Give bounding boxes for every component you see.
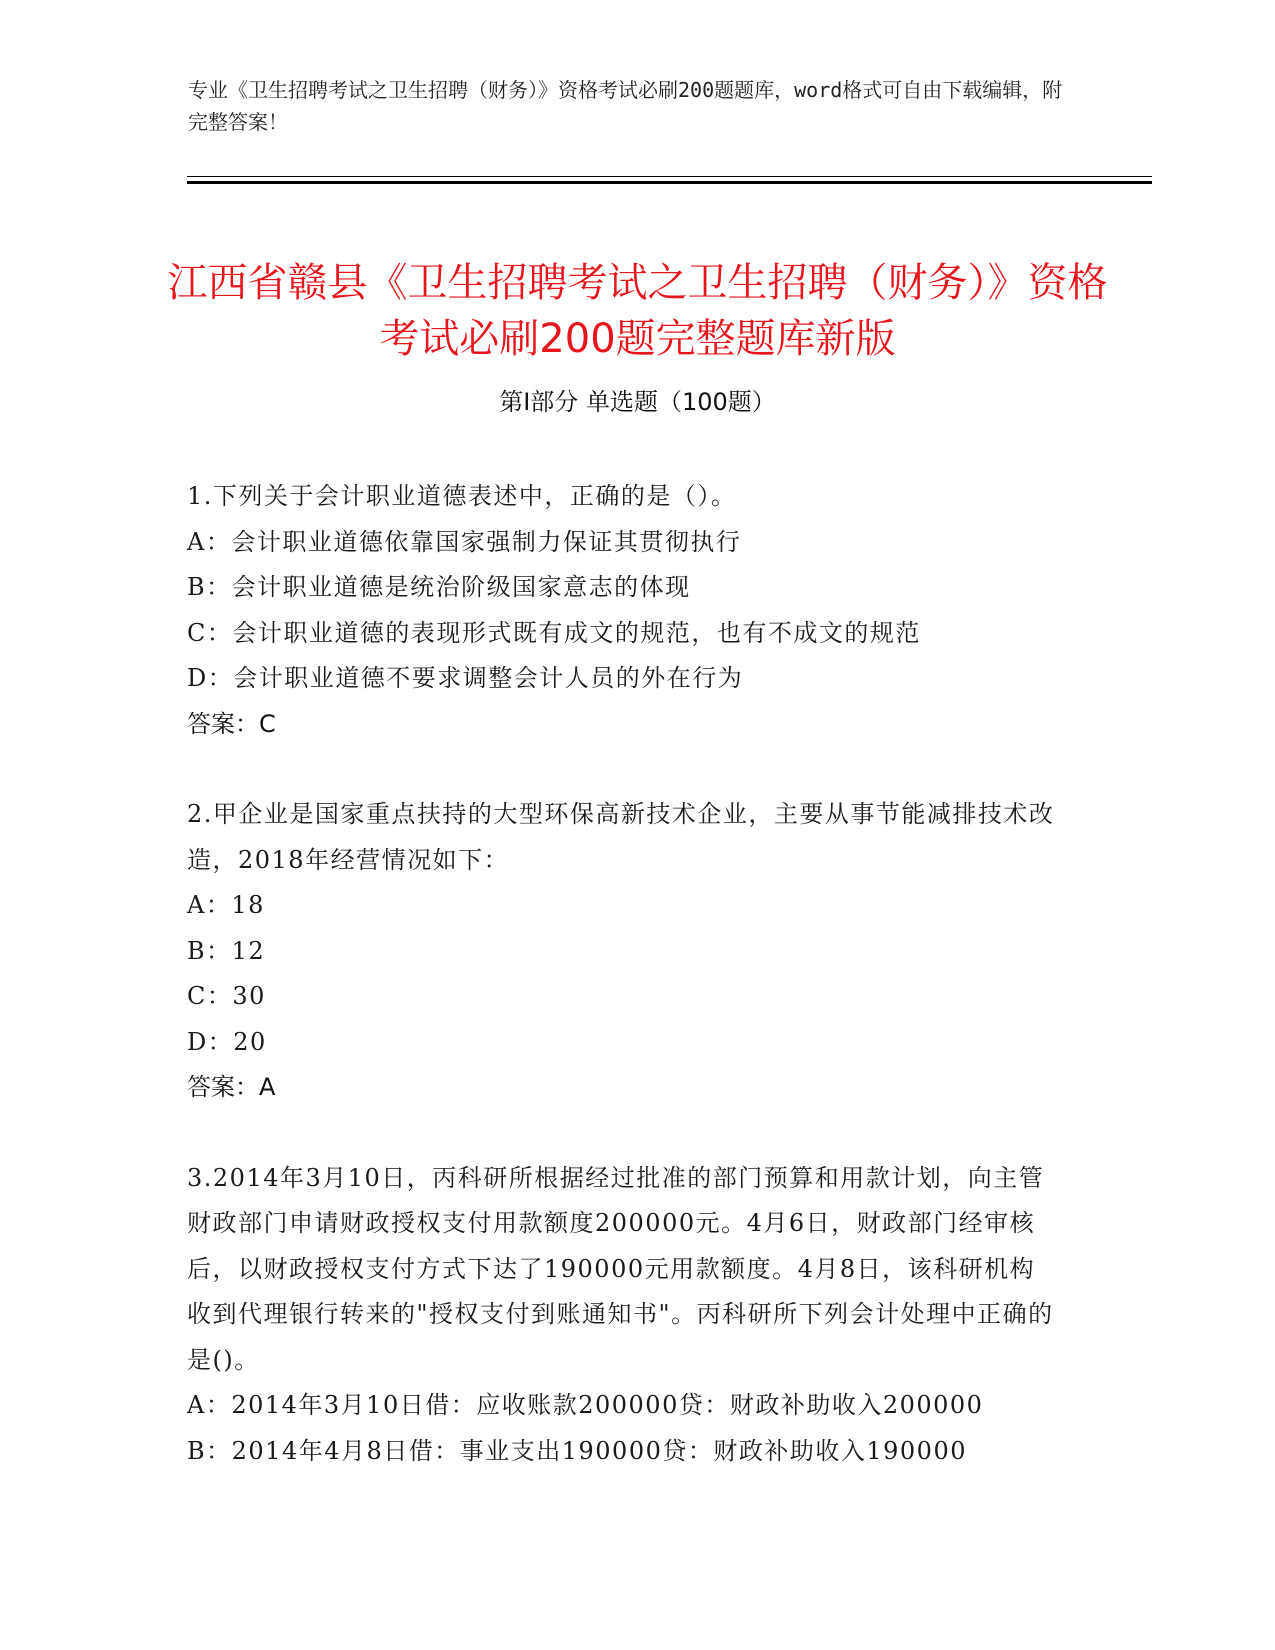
option-a: A：18 [187, 891, 265, 919]
header-divider-thin [187, 176, 1152, 177]
option-b: B：2014年4月8日借：事业支出190000贷：财政补助收入190000 [187, 1436, 967, 1465]
answer: 答案：A [187, 1073, 276, 1101]
option-b: B：12 [187, 936, 266, 965]
option-d: D：20 [187, 1027, 267, 1056]
option-b: B：会计职业道德是统治阶级国家意志的体现 [187, 573, 691, 601]
question-2 [187, 792, 1057, 1111]
question-list [187, 474, 1057, 1519]
question-stem: 2.甲企业是国家重点扶持的大型环保高新技术企业，主要从事节能减排技术改造，2018年经营情况如下： [187, 800, 1055, 874]
question-1 [187, 474, 1057, 747]
header-divider-thick [187, 181, 1152, 184]
option-d: D：会计职业道德不要求调整会计人员的外在行为 [187, 664, 744, 692]
option-c: C：会计职业道德的表现形式既有成文的规范，也有不成文的规范 [187, 618, 921, 647]
answer: 答案：C [187, 709, 276, 738]
question-stem: 1.下列关于会计职业道德表述中，正确的是（）。 [187, 482, 737, 510]
document-title: 江西省赣县《卫生招聘考试之卫生招聘（财务）》资格考试必刷200题完整题库新版 [167, 259, 1108, 362]
question-stem: 3.2014年3月10日，丙科研所根据经过批准的部门预算和用款计划，向主管财政部门申请财政授权支付用款额度200000元。4月6日，财政部门经审核后，以财政授权支付方式下达了190000元用款额度。4月8日，该科研机构收到代理银行转来的"授权支付到账通知书"。丙科研所下列会计处理中正确的是()。 [187, 1163, 1054, 1374]
question-3 [187, 1156, 1057, 1475]
option-a: A：会计职业道德依靠国家强制力保证其贯彻执行 [187, 527, 742, 556]
option-a: A：2014年3月10日借：应收账款200000贷：财政补助收入200000 [187, 1391, 984, 1419]
option-c: C：30 [187, 982, 266, 1010]
section-heading: 第I部分 单选题（100题） [499, 388, 776, 416]
header-note: 专业《卫生招聘考试之卫生招聘（财务）》资格考试必刷200题题库，word格式可自由下载编辑，附完整答案！ [188, 78, 1063, 134]
